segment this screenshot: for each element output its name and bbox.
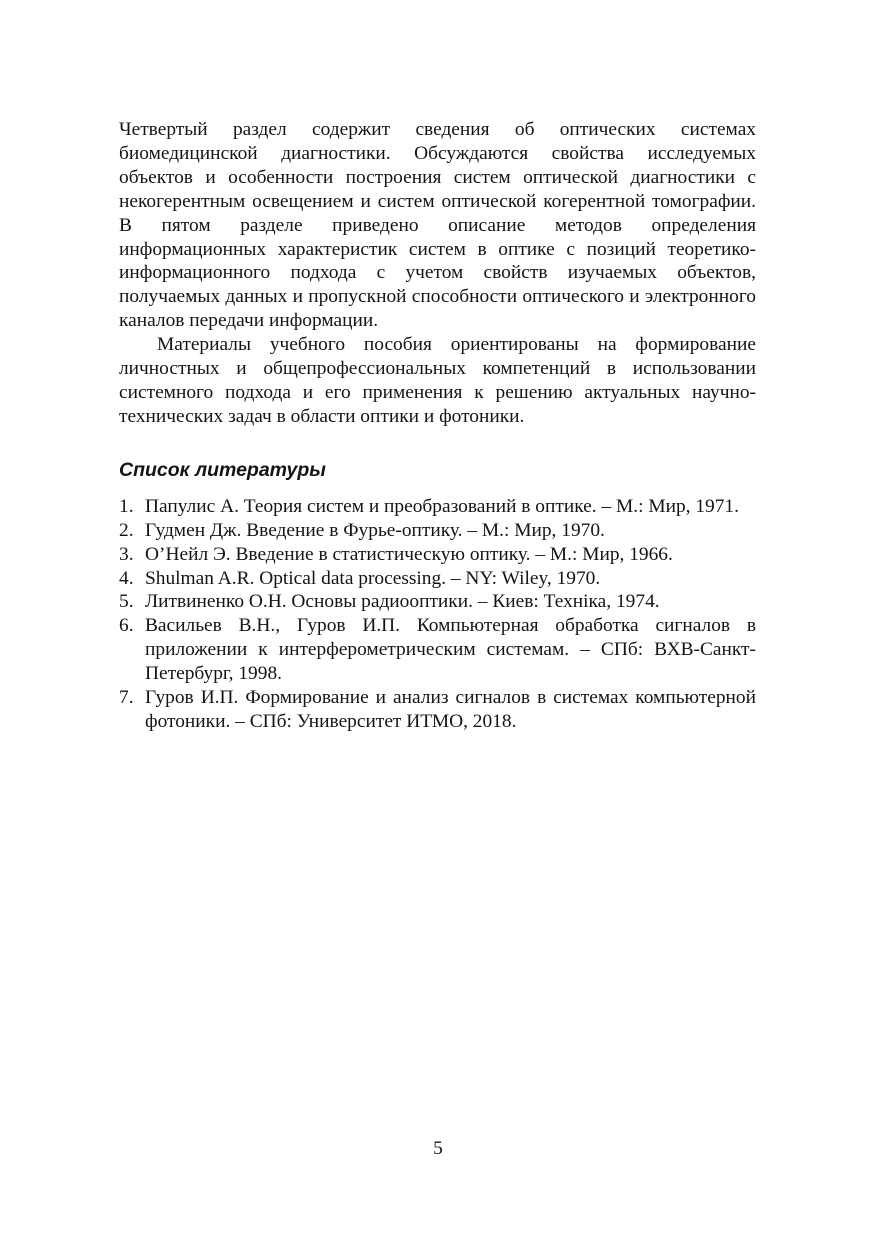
reference-number: 2. xyxy=(119,519,134,541)
page-number: 5 xyxy=(433,1138,443,1159)
reference-item xyxy=(119,495,756,519)
references-list xyxy=(119,495,756,734)
reference-item xyxy=(119,614,756,686)
reference-item xyxy=(119,543,756,567)
reference-text: Shulman A.R. Optical data processing. – NY: Wiley, 1970. xyxy=(145,567,601,589)
reference-text: Папулис А. Теория систем и преобразований в оптике. – М.: Мир, 1971. xyxy=(145,495,739,517)
reference-item xyxy=(119,567,756,591)
body-paragraph: Материалы учебного пособия ориентированы на формирование личностных и общепрофессиональных компетенций в использовании системного подхода и его применения к решению актуальных научно-технических задач в области оптики и фотоники. xyxy=(119,334,756,427)
reference-number: 1. xyxy=(119,495,134,517)
reference-number: 4. xyxy=(119,567,134,589)
reference-item xyxy=(119,590,756,614)
reference-number: 7. xyxy=(119,687,134,709)
reference-text: Гуров И.П. Формирование и анализ сигналов в системах компьютерной фотоники. – СПб: Университет ИТМО, 2018. xyxy=(145,687,756,732)
reference-text: Литвиненко О.Н. Основы радиооптики. – Киев: Технiка, 1974. xyxy=(145,591,660,613)
reference-item xyxy=(119,519,756,543)
reference-item xyxy=(119,686,756,734)
reference-text: Васильев В.Н., Гуров И.П. Компьютерная обработка сигналов в приложении к интерферометрическим системам. – СПб: ВХВ-Санкт-Петербург, 1998. xyxy=(145,615,756,685)
reference-text: Гудмен Дж. Введение в Фурье-оптику. – М.: Мир, 1970. xyxy=(145,519,605,541)
reference-number: 6. xyxy=(119,615,134,637)
document-page xyxy=(119,118,756,734)
references-heading: Список литературы xyxy=(119,458,326,481)
body-paragraph: Четвертый раздел содержит сведения об оптических системах биомедицинской диагностики. Обсуждаются свойства исследуемых объектов и особенности построения систем оптической диагностики с некогерентным освещением и систем оптической когерентной томографии. В пятом разделе приведено описание методов определения информационных характеристик систем в оптике с позиций теоретико-информационного подхода с учетом свойств изучаемых объектов, получаемых данных и пропускной способности оптического и электронного каналов передачи информации. xyxy=(119,119,756,332)
reference-number: 3. xyxy=(119,543,134,565)
reference-number: 5. xyxy=(119,591,134,613)
reference-text: О’Нейл Э. Введение в статистическую оптику. – М.: Мир, 1966. xyxy=(145,543,673,565)
